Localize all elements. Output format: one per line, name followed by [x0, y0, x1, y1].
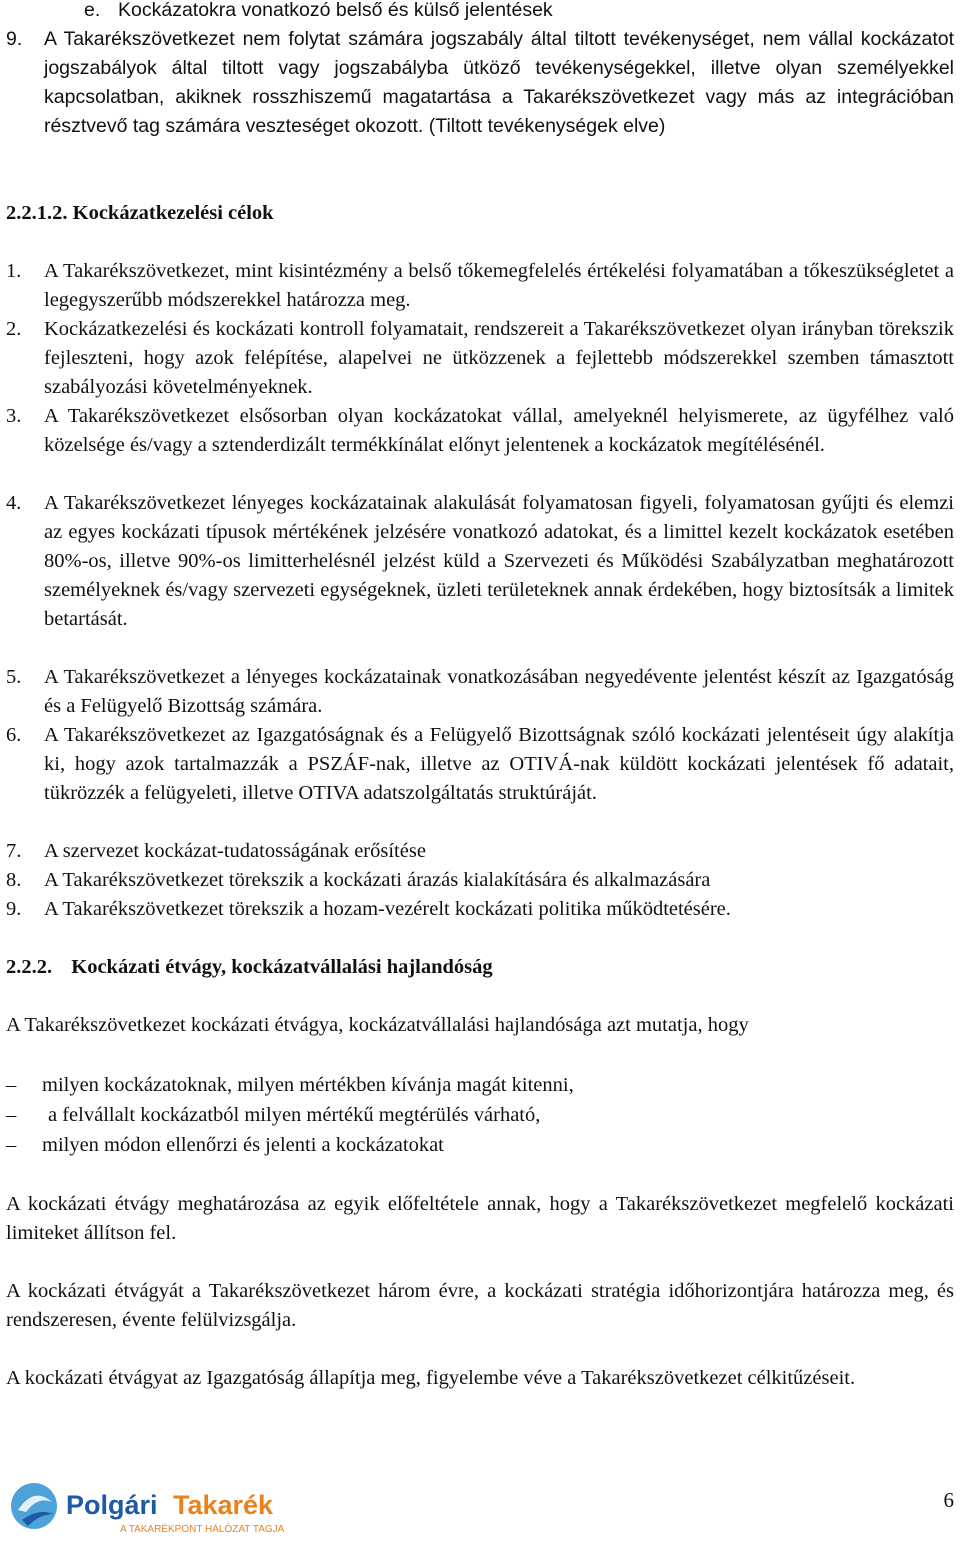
goal-item-8 [6, 866, 954, 895]
paragraph: A kockázati étvágyat az Igazgatóság állapítja meg, figyelembe véve a Takarékszövetkezet célkitűzéseit. [6, 1367, 856, 1389]
list-marker: 8. [6, 869, 22, 891]
section-heading-2-2-2 [6, 953, 954, 982]
list-item-e [6, 0, 954, 25]
list-item-text: A Takarékszövetkezet lényeges kockázatainak alakulását folyamatosan figyeli, folyamatosan gyűjti és elemzi az egyes kockázati típusok mértékének jelzésére vonatkozó adatokat, és a limittel kezelt kockázatok esetében 80%-os, illetve 90%-os limitterhelésnél jelzést küld a Szervezeti és Működési Szabályzatban meghatározott személyeknek és/vagy szervezeti egységeknek, üzleti területeknek annak érdekében, hogy biztosítsák a limitek betartását. [44, 492, 954, 630]
list-item-text: A Takarékszövetkezet nem folytat számára jogszabály által tiltott tevékenységet, nem vállal kockázatot jogszabályok által tiltott vagy jogszabályba ütköző tevékenységekkel, illetve olyan személyekkel kapcsolatban, akiknek rosszhiszemű magatartása a Takarékszövetkezet vagy más az integrációban résztvevő tag számára veszteséget okozott. (Tiltott tevékenységek elve) [44, 28, 954, 137]
goal-item-3 [6, 402, 954, 460]
goal-item-4 [6, 489, 954, 634]
list-item-text: A Takarékszövetkezet elsősorban olyan kockázatokat vállal, amelyeknél helyismerete, az ügyfélhez való közelsége és/vagy a sztenderdizált termékkínálat előnyt jelentenek a kockázatok megítélésénél. [44, 405, 954, 456]
bullet-text: milyen módon ellenőrzi és jelenti a kockázatokat [42, 1134, 444, 1156]
logo-tagline: A TAKARÉKPONT HÁLÓZAT TAGJA [120, 1524, 285, 1535]
section-number: 2.2.2. [6, 956, 53, 978]
logo-text-polgari: Polgári [66, 1490, 158, 1520]
list-marker: 9. [6, 898, 22, 920]
list-marker: 3. [6, 405, 22, 427]
dash-icon: – [6, 1104, 17, 1126]
bullet-text: milyen kockázatoknak, milyen mértékben kívánja magát kitenni, [42, 1074, 574, 1096]
list-item-text: A szervezet kockázat-tudatosságának erősítése [44, 840, 426, 862]
list-marker: 1. [6, 260, 22, 282]
list-item-text: Kockázatokra vonatkozó belső és külső jelentések [118, 0, 553, 21]
goal-item-6 [6, 721, 954, 808]
goal-item-1 [6, 257, 954, 315]
paragraph: A kockázati étvágy meghatározása az egyik előfeltétele annak, hogy a Takarékszövetkezet megfelelő kockázati limiteket állítson fel. [6, 1193, 954, 1244]
list-marker: 2. [6, 318, 22, 340]
dash-icon: – [6, 1074, 17, 1096]
bullet-item [6, 1131, 954, 1160]
list-marker: e. [84, 0, 101, 21]
bullet-text: a felvállalt kockázatból milyen mértékű megtérülés várható, [48, 1104, 541, 1126]
section-heading-2-2-1-2: 2.2.1.2. Kockázatkezelési célok [6, 202, 274, 224]
page-number: 6 [943, 1488, 954, 1512]
paragraph: A kockázati étvágyát a Takarékszövetkezet három évre, a kockázati stratégia időhorizontjára határozza meg, és rendszeresen, évente felülvizsgálja. [6, 1280, 954, 1331]
goal-item-2 [6, 315, 954, 402]
dash-icon: – [6, 1134, 17, 1156]
list-marker: 7. [6, 840, 22, 862]
list-item-text: Kockázatkezelési és kockázati kontroll folyamatait, rendszereit a Takarékszövetkezet olyan irányban törekszik fejleszteni, hogy azok felépítése, alapelvei ne ütközzenek a fejlettebb módszerekkel szemben támasztott szabályozási követelményeknek. [44, 318, 954, 398]
list-item-text: A Takarékszövetkezet a lényeges kockázatainak vonatkozásában negyedévente jelentést készít az Igazgatóság és a Felügyelő Bizottság számára. [44, 666, 954, 717]
list-marker: 4. [6, 492, 22, 514]
list-marker: 5. [6, 666, 22, 688]
logo-emblem-icon [8, 1480, 298, 1536]
goal-item-9 [6, 895, 954, 924]
goal-item-5 [6, 663, 954, 721]
section-title: Kockázati étvágy, kockázatvállalási hajlandóság [71, 956, 493, 978]
list-item-text: A Takarékszövetkezet, mint kisintézmény a belső tőkemegfelelés értékelési folyamatában a tőkeszükségletet a legegyszerűbb módszerekkel határozza meg. [44, 260, 954, 311]
list-item-text: A Takarékszövetkezet törekszik a kockázati árazás kialakítására és alkalmazására [44, 869, 711, 891]
bullet-item [6, 1071, 954, 1100]
list-marker: 6. [6, 724, 22, 746]
list-item-text: A Takarékszövetkezet az Igazgatóságnak és a Felügyelő Bizottságnak szóló kockázati jelentéseit úgy alakítja ki, hogy azok tartalmazzák a PSZÁF-nak, illetve az OTIVÁ-nak küldött kockázati jelentések fő adatait, tükrözzék a felügyeleti, illetve OTIVA adatszolgáltatás struktúráját. [44, 724, 954, 804]
polgari-takarek-logo [8, 1480, 298, 1536]
list-marker: 9. [6, 28, 23, 50]
list-item-text: A Takarékszövetkezet törekszik a hozam-vezérelt kockázati politika működtetésére. [44, 898, 731, 920]
intro-paragraph: A Takarékszövetkezet kockázati étvágya, kockázatvállalási hajlandósága azt mutatja, hogy [6, 1014, 749, 1036]
logo-text-takarek: Takarék [173, 1490, 274, 1520]
bullet-item [6, 1101, 954, 1130]
list-item-9 [6, 25, 954, 141]
goal-item-7 [6, 837, 954, 866]
